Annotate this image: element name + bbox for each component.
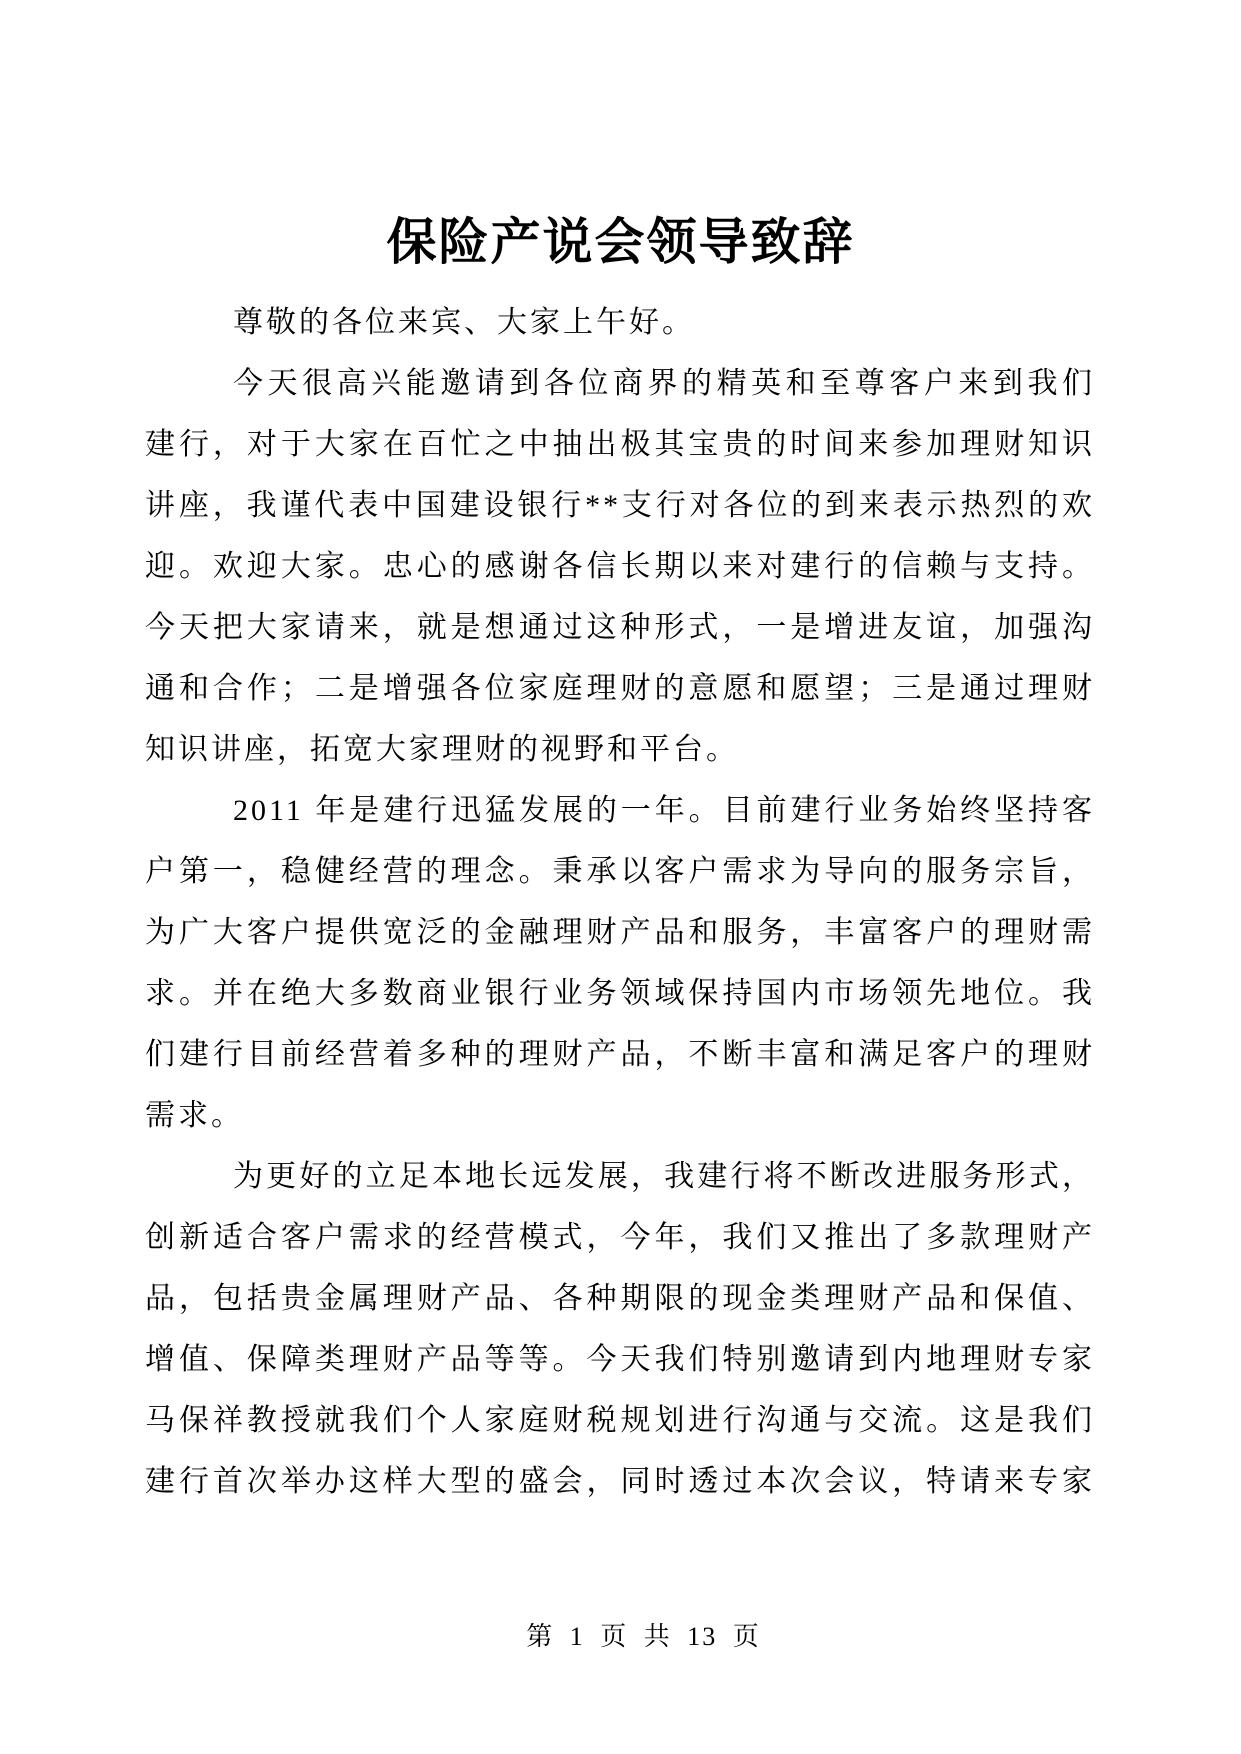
body-line: 今天把大家请来，就是想通过这种形式，一是增进友谊，加强沟 [145, 611, 1095, 644]
body-line: 品，包括贵金属理财产品、各种期限的现金类理财产品和保值、 [145, 1282, 1095, 1315]
body-line: 建行首次举办这样大型的盛会，同时透过本次会议，特请来专家 [145, 1465, 1095, 1498]
body-line: 讲座，我谨代表中国建设银行**支行对各位的到来表示热烈的欢 [145, 489, 1095, 522]
body-line: 们建行目前经营着多种的理财产品，不断丰富和满足客户的理财 [145, 1038, 1095, 1071]
body-line: 需求。 [145, 1099, 244, 1132]
document-body [145, 292, 1095, 1512]
body-line: 马保祥教授就我们个人家庭财税规划进行沟通与交流。这是我们 [145, 1404, 1095, 1437]
body-line: 2011 年是建行迅猛发展的一年。目前建行业务始终坚持客 [233, 794, 1095, 827]
body-line: 通和合作；二是增强各位家庭理财的意愿和愿望；三是通过理财 [145, 672, 1095, 705]
page-number-footer: 第 1 页 共 13 页 [526, 1622, 761, 1651]
body-line: 创新适合客户需求的经营模式，今年，我们又推出了多款理财产 [145, 1221, 1095, 1254]
body-line: 为更好的立足本地长远发展，我建行将不断改进服务形式， [233, 1160, 1095, 1193]
body-line: 今天很高兴能邀请到各位商界的精英和至尊客户来到我们 [233, 367, 1095, 400]
body-line: 知识讲座，拓宽大家理财的视野和平台。 [145, 733, 739, 766]
document-title: 保险产说会领导致辞 [386, 214, 855, 270]
body-line: 尊敬的各位来宾、大家上午好。 [233, 306, 695, 339]
body-line: 增值、保障类理财产品等等。今天我们特别邀请到内地理财专家 [145, 1343, 1095, 1376]
body-line: 为广大客户提供宽泛的金融理财产品和服务，丰富客户的理财需 [145, 916, 1095, 949]
body-line: 户第一，稳健经营的理念。秉承以客户需求为导向的服务宗旨， [145, 855, 1095, 888]
body-line: 建行，对于大家在百忙之中抽出极其宝贵的时间来参加理财知识 [145, 428, 1095, 461]
body-line: 求。并在绝大多数商业银行业务领域保持国内市场领先地位。我 [145, 977, 1095, 1010]
body-line: 迎。欢迎大家。忠心的感谢各信长期以来对建行的信赖与支持。 [145, 550, 1095, 583]
